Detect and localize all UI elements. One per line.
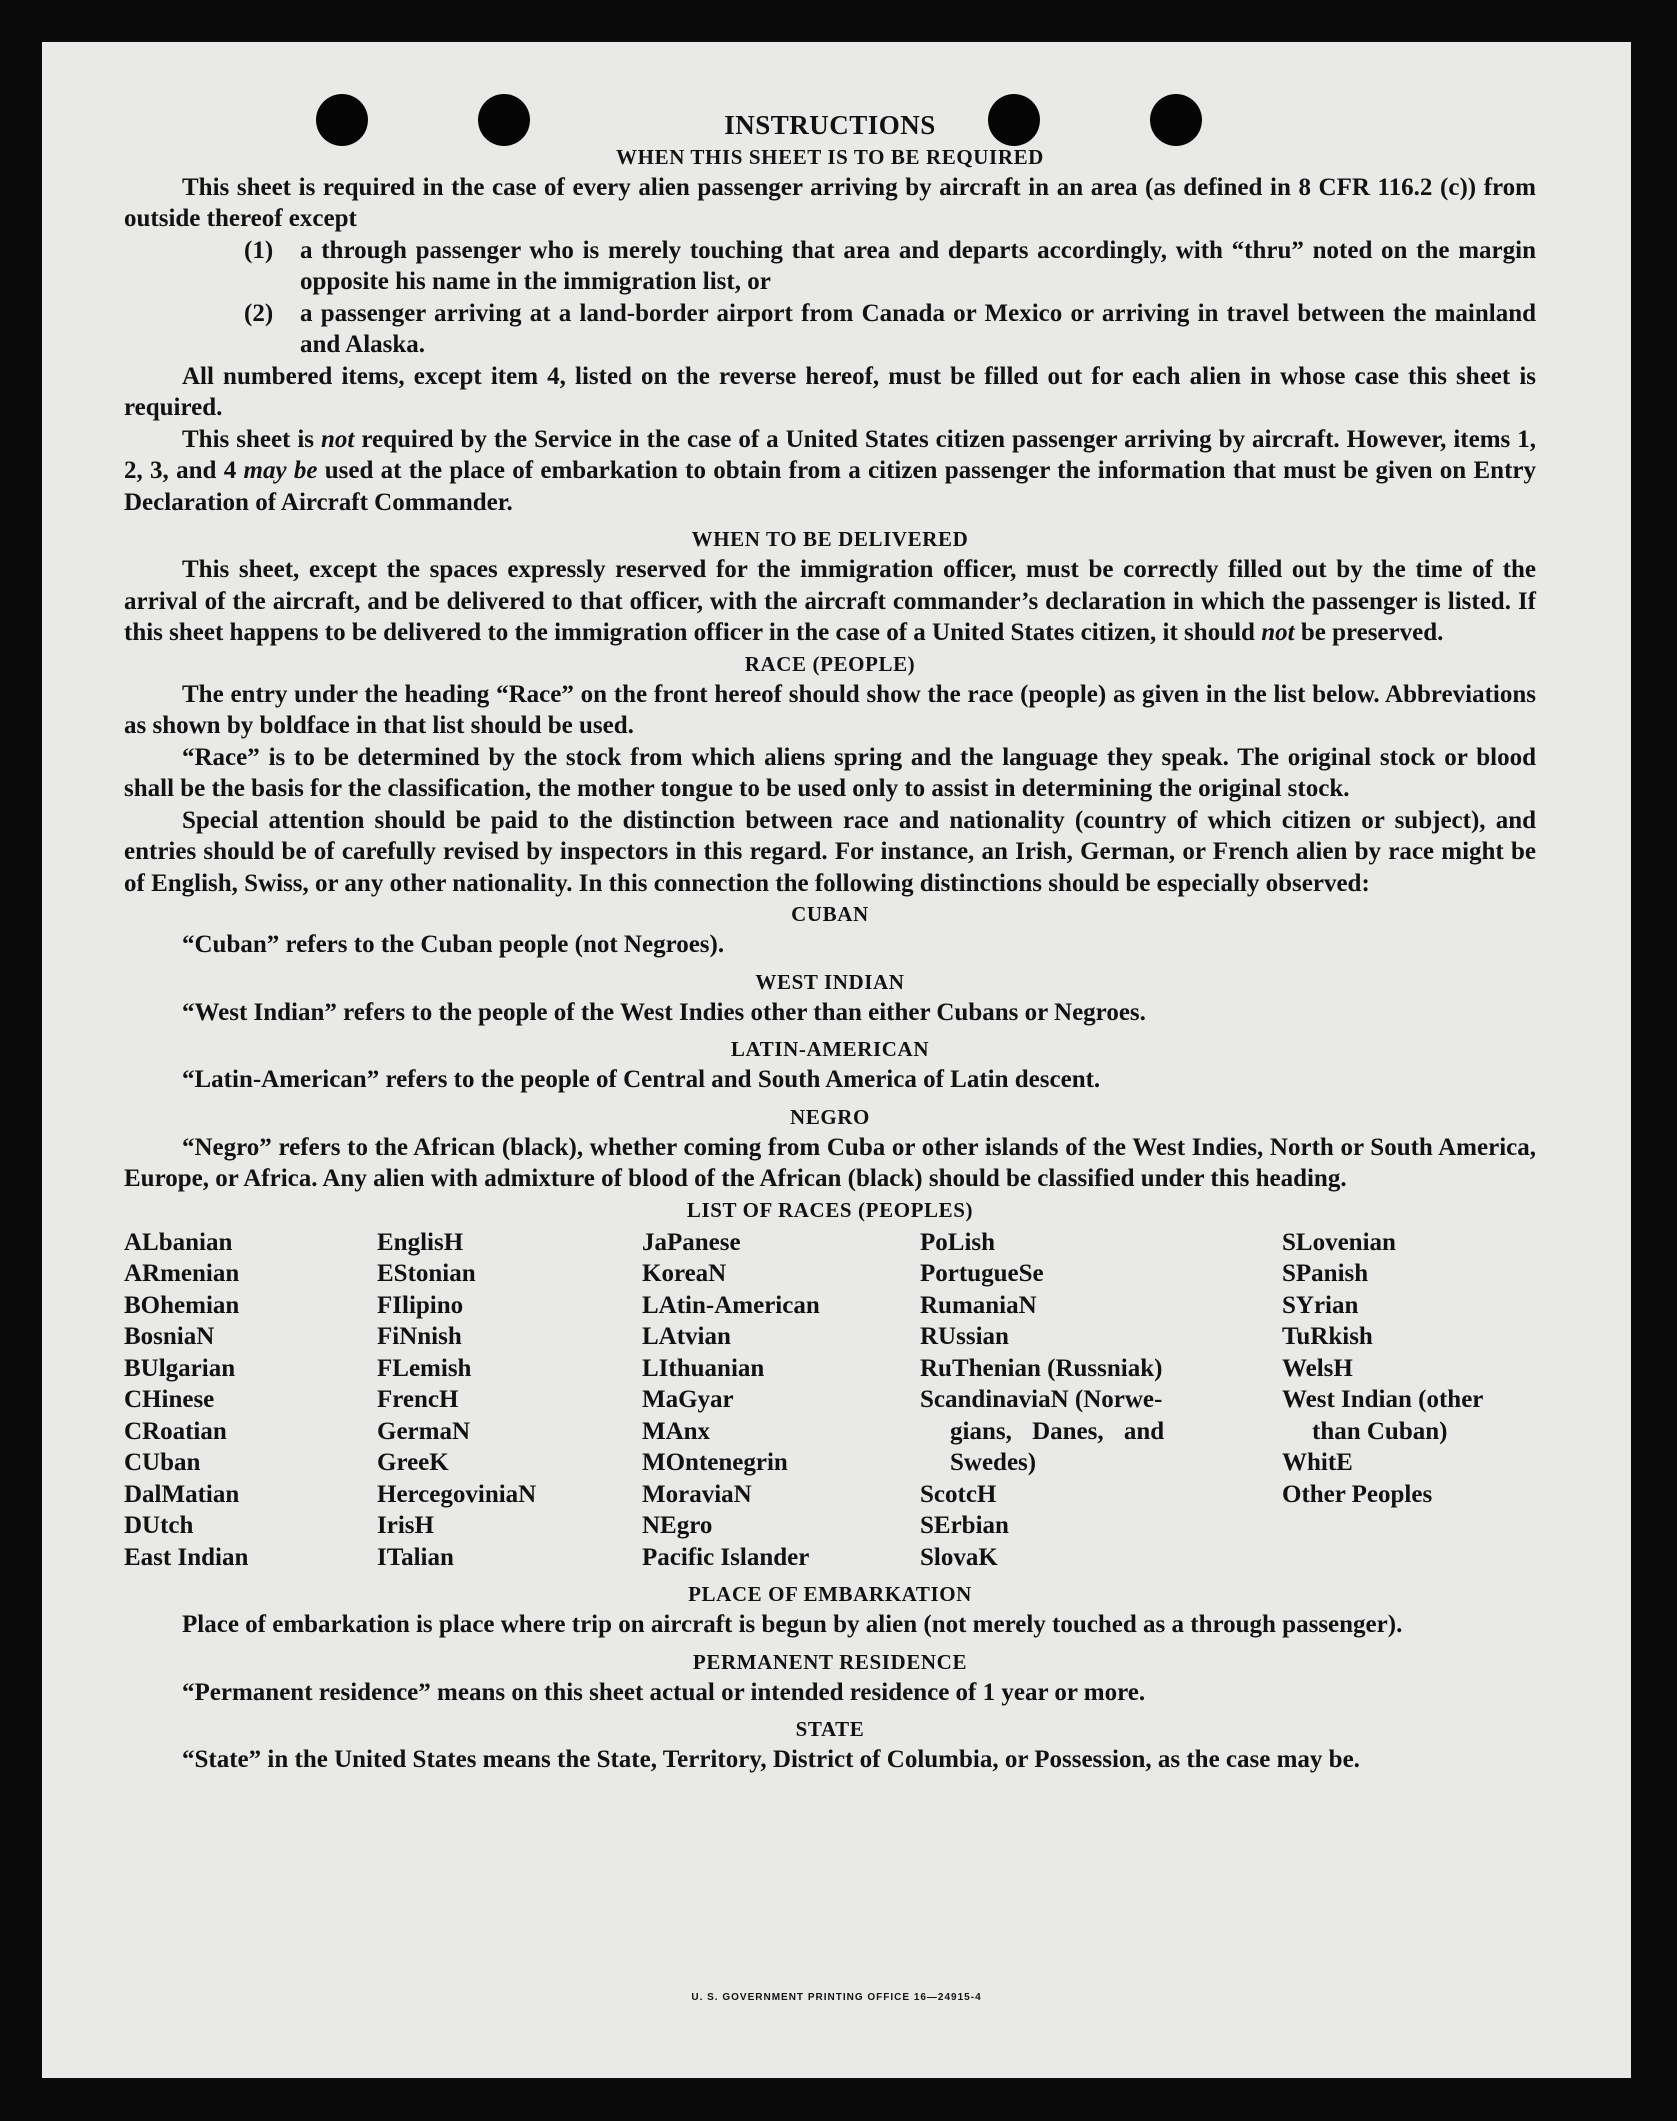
race-entry: JaPanese [642, 1228, 741, 1256]
race-entry: ScotcH [920, 1480, 997, 1508]
race-entry: SYrian [1282, 1291, 1359, 1319]
heading-list-of-races: LIST OF RACES (PEOPLES) [686, 1197, 974, 1222]
race-entry: Pacific Islander [642, 1543, 810, 1571]
races-column-3 [642, 1227, 920, 1574]
residence-text: “Permanent residence” means on this sheet actual or intended residence of 1 year or more. [182, 1678, 1146, 1706]
race-entry: ScandinaviaN (Norwe- [920, 1386, 1163, 1413]
item-text: a passenger arriving at a land-border airport from Canada or Mexico or arriving in travel between the mainland and Alaska. [300, 299, 1536, 358]
races-list [124, 1227, 1536, 1574]
heading-permanent-residence: PERMANENT RESIDENCE [692, 1649, 968, 1674]
race-entry: SLovenian [1282, 1228, 1396, 1256]
races-column-1 [124, 1227, 377, 1574]
race-entry: ITalian [377, 1543, 454, 1571]
race-entry: gians, Danes, and [950, 1417, 1165, 1445]
race-entry: SErbian [920, 1512, 1009, 1539]
state-text: “State” in the United States means the State, Territory, District of Columbia, or Possession, as the case may be. [182, 1746, 1360, 1773]
race-entry: RUssian [920, 1323, 1009, 1350]
heading-cuban: CUBAN [791, 902, 869, 926]
race-entry: MAnx [642, 1417, 711, 1445]
negro-text: “Negro” refers to the African (black), whether coming from Cuba or other islands of the West Indies, North or South America, Europe, or Africa. Any alien with admixture of blood of the African (black) should be classified under this heading. [124, 1133, 1536, 1192]
race-entry: than Cuban) [1312, 1417, 1448, 1445]
race-entry: DUtch [124, 1512, 194, 1539]
race-entry: FrencH [377, 1386, 459, 1413]
heading-when-required: WHEN THIS SHEET IS TO BE REQUIRED [616, 144, 1044, 169]
race-entry: IrisH [377, 1512, 434, 1539]
race-entry: LAtvian [642, 1323, 731, 1350]
race-entry: BUlgarian [124, 1354, 236, 1382]
exception-item-1 [244, 235, 1536, 298]
race-entry: MaGyar [642, 1386, 734, 1413]
race-entry: TuRkish [1282, 1323, 1373, 1350]
race-entry: Swedes) [950, 1449, 1037, 1476]
race-entry: CHinese [124, 1386, 215, 1413]
race-entry: RuThenian (Russniak) [920, 1354, 1163, 1382]
race-entry: PortugueSe [920, 1260, 1044, 1287]
heading-west-indian: WEST INDIAN [755, 969, 905, 994]
embarkation-text: Place of embarkation is place where trip on aircraft is begun by alien (not merely touched as a through passenger). [182, 1611, 1403, 1638]
race-entry: FLemish [377, 1354, 472, 1382]
race-entry: WelsH [1282, 1354, 1353, 1382]
page-title: INSTRUCTIONS [724, 110, 936, 140]
race-entry: Other Peoples [1282, 1480, 1433, 1508]
races-column-4 [920, 1227, 1282, 1574]
numbered-items-paragraph: All numbered items, except item 4, listed on the reverse hereof, must be filled out for each alien in whose case this sheet is required. [124, 362, 1536, 421]
race-entry: KoreaN [642, 1260, 727, 1287]
race-entry: EnglisH [377, 1228, 464, 1256]
race-paragraph-2: “Race” is to be determined by the stock from which aliens spring and the language they speak. The original stock or blood shall be the basis for the classification, the mother tongue to be used only to assist in determining the original stock. [124, 743, 1536, 802]
race-paragraph-3: Special attention should be paid to the distinction between race and nationality (country of which citizen or subject), and entries should be of carefully revised by inspectors in this regard. For instance, an Irish, German, or French alien by race might be of English, Swiss, or any other nationality. In this connection the following distinctions should be especially observed: [124, 806, 1536, 897]
race-entry: GreeK [377, 1449, 449, 1476]
race-entry: ARmenian [124, 1260, 240, 1287]
race-entry: DalMatian [124, 1480, 240, 1508]
race-entry: GermaN [377, 1417, 471, 1445]
latin-american-text: “Latin-American” refers to the people of Central and South America of Latin descent. [182, 1066, 1101, 1093]
race-entry: PoLish [920, 1228, 996, 1256]
race-entry: ALbanian [124, 1228, 233, 1256]
race-entry: BOhemian [124, 1291, 240, 1319]
item-number: (1) [244, 236, 274, 264]
race-entry: FIlipino [377, 1291, 464, 1319]
heading-negro: NEGRO [789, 1104, 870, 1129]
printing-office-imprint: U. S. GOVERNMENT PRINTING OFFICE 16—24915-4 [691, 1992, 982, 2003]
race-entry: East Indian [124, 1543, 249, 1571]
race-entry: LIthuanian [642, 1354, 765, 1382]
race-entry: RumaniaN [920, 1291, 1037, 1319]
race-entry: SPanish [1282, 1260, 1369, 1287]
race-entry: West Indian (other [1282, 1386, 1484, 1413]
delivered-paragraph: This sheet, except the spaces expressly reserved for the immigration officer, must be correctly filled out by the time of the arrival of the aircraft, and be delivered to that officer, with the aircraft commander’s declaration in which the passenger is listed. If this sheet happens to be delivered to the immigration officer in the case of a United States citizen, it should not be preserved. [124, 556, 1536, 646]
races-column-5 [1282, 1227, 1536, 1574]
instructions-body [124, 110, 1536, 1776]
document-page [42, 42, 1631, 2078]
race-entry: CUban [124, 1449, 201, 1476]
race-entry: NEgro [642, 1512, 713, 1539]
race-entry: HercegoviniaN [377, 1480, 537, 1508]
west-indian-text: “West Indian” refers to the people of the West Indies other than either Cubans or Negroes. [182, 998, 1146, 1026]
cuban-text: “Cuban” refers to the Cuban people (not Negroes). [182, 931, 725, 958]
heading-place-of-embarkation: PLACE OF EMBARKATION [688, 1582, 972, 1606]
race-paragraph-1: The entry under the heading “Race” on the front hereof should show the race (people) as given in the list below. Abbreviations as shown by boldface in that list should be used. [124, 680, 1536, 739]
citizen-paragraph: This sheet is not required by the Service in the case of a United States citizen passenger arriving by aircraft. However, items 1, 2, 3, and 4 may be used at the place of embarkation to obtain from a citizen passenger the information that must be given on Entry Declaration of Aircraft Commander. [124, 425, 1536, 516]
race-entry: MoraviaN [642, 1480, 752, 1508]
exception-item-2 [244, 298, 1536, 361]
race-entry: CRoatian [124, 1417, 227, 1445]
races-column-2 [377, 1227, 642, 1574]
race-entry: EStonian [377, 1260, 476, 1287]
heading-state: STATE [795, 1717, 865, 1741]
heading-race: RACE (PEOPLE) [744, 651, 916, 676]
race-entry: BosniaN [124, 1323, 215, 1350]
item-text: a through passenger who is merely touching that area and departs accordingly, with “thru” noted on the margin opposite his name in the immigration list, or [300, 236, 1536, 295]
heading-when-delivered: WHEN TO BE DELIVERED [691, 527, 969, 551]
race-entry: WhitE [1282, 1449, 1353, 1476]
race-entry: SlovaK [920, 1543, 998, 1571]
heading-latin-american: LATIN-AMERICAN [730, 1037, 930, 1061]
race-entry: FiNnish [377, 1323, 462, 1350]
required-paragraph: This sheet is required in the case of every alien passenger arriving by aircraft in an area (as defined in 8 CFR 116.2 (c)) from outside thereof except [124, 173, 1536, 232]
item-number: (2) [244, 299, 274, 327]
race-entry: LAtin-American [642, 1291, 820, 1319]
race-entry: MOntenegrin [642, 1449, 788, 1476]
